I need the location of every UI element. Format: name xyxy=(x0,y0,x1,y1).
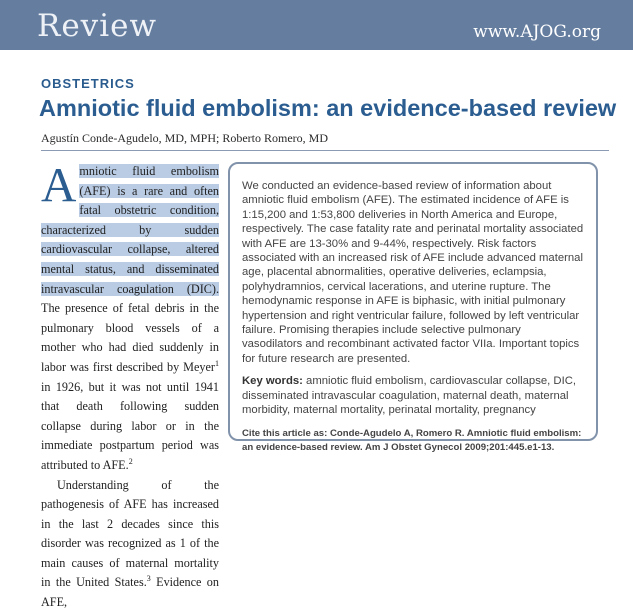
article-category: OBSTETRICS xyxy=(41,76,135,91)
abstract-box xyxy=(228,162,598,453)
citation: Cite this article as: Conde-Agudelo A, Romero R. Amniotic fluid embolism: an evidence-based review. Am J Obstet Gynecol 2009;201:445.e1-13. xyxy=(242,427,582,453)
highlighted-text[interactable]: mniotic fluid embolism (AFE) is a rare and often fatal obstetric condition, characterized by sudden cardiovascular collapse, altered mental status, and disseminated intravascular coagulation (DIC). xyxy=(41,164,219,296)
drop-cap: A xyxy=(41,157,77,212)
article-title: Amniotic fluid embolism: an evidence-based review xyxy=(39,95,617,121)
body-text: Evidence on AFE, xyxy=(41,575,219,610)
abstract-text: We conducted an evidence-based review of information about amniotic fluid embolism (AFE). The estimated incidence of AFE is 1:15,200 and 1:53,800 deliveries in North America and Europe, respectively. The case fatality rate and perinatal mortality associated with AFE are 13-30% and 9-44%, respectively. Risk factors associated with an increased risk of AFE include advanced maternal age, placental abnormalities, operative deliveries, eclampsia, polyhydramnios, cervical lacerations, and uterine rupture. The hemodynamic response in AFE is biphasic, with initial pulmonary hypertension and right ventricular failure, followed by left ventricular failure. Promising therapies include selective pulmonary vasodilators and recombinant activated factor VIIa. Important topics for future research are presented. xyxy=(242,180,584,365)
body-text: Understanding of the pathogenesis of AFE has increased in the last 2 decades since this disorder was recognized as 1 of the main causes of maternal mortality in the United States. xyxy=(41,477,219,590)
reference-marker[interactable]: 2 xyxy=(128,456,133,466)
journal-website-link[interactable]: www.AJOG.org xyxy=(473,22,601,42)
body-paragraph-1 xyxy=(41,157,219,476)
article-authors: Agustín Conde-Agudelo, MD, MPH; Roberto Romero, MD xyxy=(41,131,328,145)
banner-section-label: Review xyxy=(37,8,157,44)
keywords xyxy=(242,374,584,417)
reference-marker[interactable]: 1 xyxy=(215,358,219,368)
body-text: The presence of fetal debris in the pulmonary blood vessels of a mother who had died suddenly in labor was first described by Meyer xyxy=(41,301,219,374)
body-text-column xyxy=(41,157,219,613)
body-text: in 1926, but it was not until 1941 that death following sudden collapse during labor or in the immediate postpartum period was attributed to AFE. xyxy=(41,379,219,472)
body-paragraph-2 xyxy=(41,476,219,613)
header-divider xyxy=(41,150,609,151)
reference-marker[interactable]: 3 xyxy=(146,574,151,584)
journal-banner xyxy=(0,0,633,50)
keywords-list: amniotic fluid embolism, cardiovascular collapse, DIC, disseminated intravascular coagulation, maternal death, maternal morbidity, maternal mortality, perinatal mortality, pregnancy xyxy=(242,375,577,417)
keywords-label: Key words: xyxy=(242,375,303,388)
